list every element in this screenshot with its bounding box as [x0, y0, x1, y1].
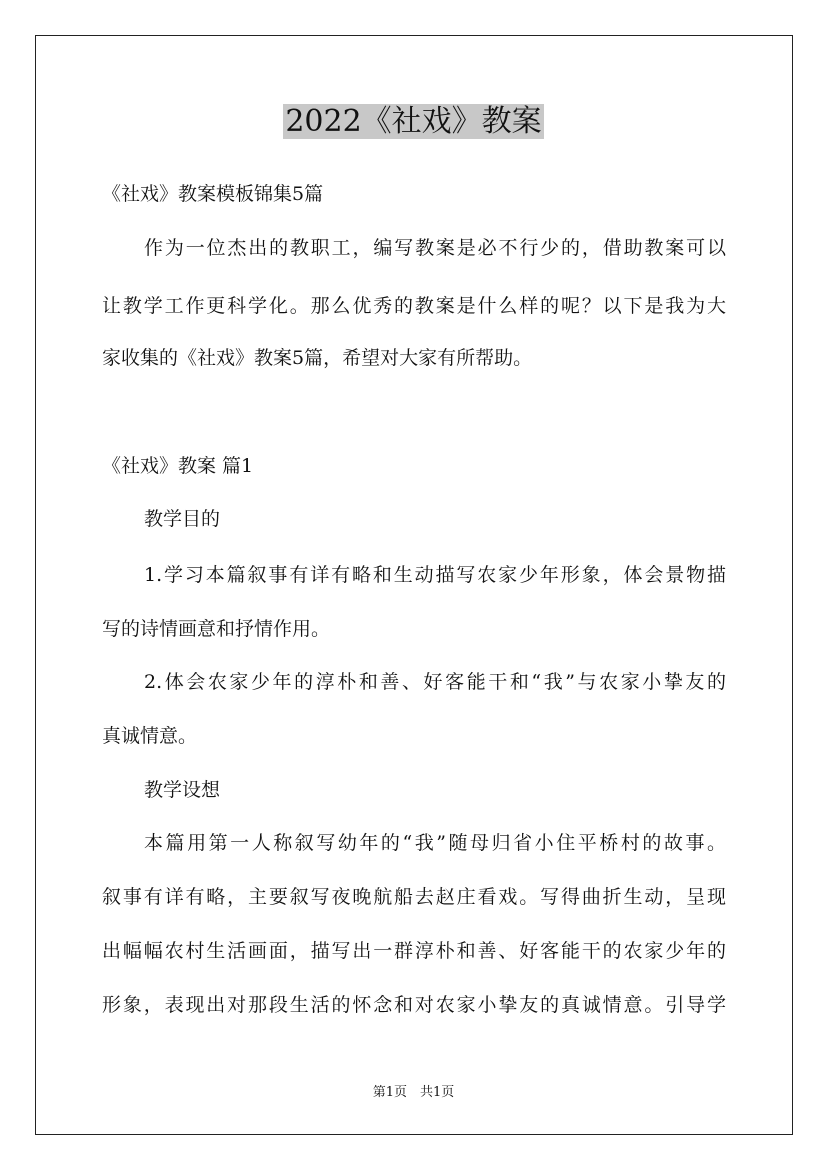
- goal1-line-2: 写的诗情画意和抒情作用。: [102, 618, 331, 640]
- page-footer: 第1页 共1页: [372, 1085, 455, 1100]
- intro-line-3: 家收集的《社戏》教案5篇，希望对大家有所帮助。: [102, 347, 533, 369]
- document-title: [0, 100, 827, 144]
- section-heading: 《社戏》教案 篇1: [102, 455, 254, 477]
- goal-heading: 教学目的: [144, 508, 221, 530]
- idea-line-3: 出幅幅农村生活画面，描写出一群淳朴和善、好客能干的农家少年的: [102, 940, 726, 962]
- intro-line-2: 让教学工作更科学化。那么优秀的教案是什么样的呢？以下是我为大: [102, 295, 726, 317]
- idea-heading: 教学设想: [144, 779, 221, 801]
- idea-line-1: 本篇用第一人称叙写幼年的“我”随母归省小住平桥村的故事。: [144, 832, 726, 854]
- subtitle: 《社戏》教案模板锦集5篇: [102, 183, 324, 205]
- idea-line-2: 叙事有详有略，主要叙写夜晚航船去赵庄看戏。写得曲折生动，呈现: [102, 886, 726, 908]
- goal2-line-2: 真诚情意。: [102, 725, 198, 747]
- goal2-line-1: 2.体会农家少年的淳朴和善、好客能干和“我”与农家小挚友的: [144, 671, 726, 693]
- idea-line-4: 形象，表现出对那段生活的怀念和对农家小挚友的真诚情意。引导学: [102, 994, 726, 1016]
- intro-line-1: 作为一位杰出的教职工，编写教案是必不行少的，借助教案可以: [144, 237, 726, 259]
- goal1-line-1: 1.学习本篇叙事有详有略和生动描写农家少年形象，体会景物描: [144, 564, 726, 586]
- title-text: 2022《社戏》教案: [285, 104, 542, 139]
